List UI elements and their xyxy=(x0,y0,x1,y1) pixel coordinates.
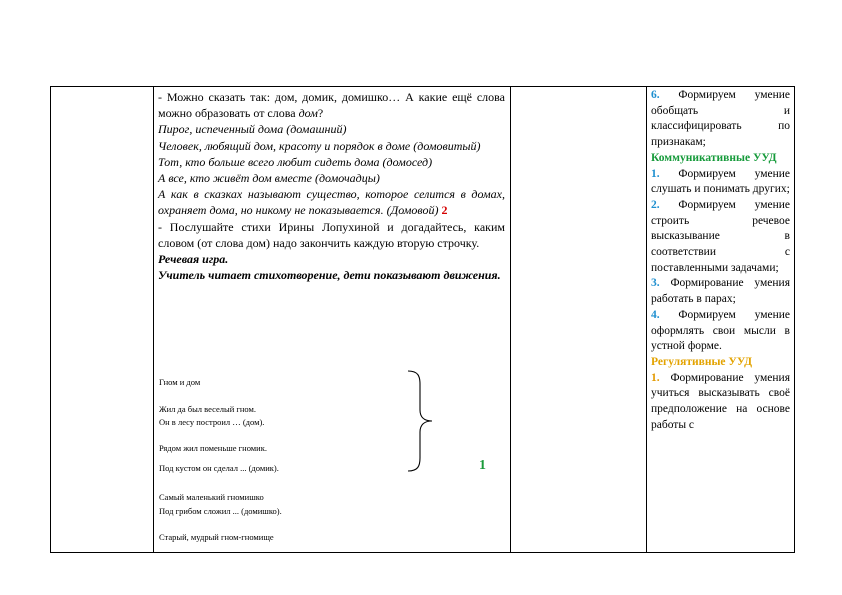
poem-line: Под грибом сложил ... (домишко). xyxy=(159,506,282,516)
skill-item: 4. Формируем умение оформлять свои мысли в устной форме. xyxy=(651,308,790,353)
table-border-col1 xyxy=(153,86,154,553)
teacher-instruction: Учитель читает стихотворение, дети показывают движения. xyxy=(158,268,501,283)
skill-item: 1. Формируем умение слушать и понимать других; xyxy=(651,167,790,196)
table-bottom-border xyxy=(50,552,795,553)
answer-line: Тот, кто больше всего любит сидеть дома (домосед) xyxy=(158,154,433,169)
table-border-col3 xyxy=(646,86,647,553)
skill-item: 3. Формирование умения работать в парах; xyxy=(651,277,790,306)
poem-title: Гном и дом xyxy=(159,377,201,387)
answer-line: Человек, любящий дом, красоту и порядок в доме (домовитый) xyxy=(158,138,481,153)
table-border-right xyxy=(794,86,795,553)
answer-line: А все, кто живёт дом вместе (домочадцы) xyxy=(158,171,380,186)
lesson-content-cell xyxy=(158,89,505,283)
skill-item: 2. Формируем умение строить речевое высказывание в соответствии с поставленными задачами; xyxy=(651,198,790,274)
skill-item: 6. Формируем умение обобщать и классифицировать по признакам; xyxy=(651,89,790,149)
answer-line: Пирог, испеченный дома (домашний) xyxy=(158,122,347,137)
poem-line: Он в лесу построил … (дом). xyxy=(159,417,265,427)
slide-number: 1 xyxy=(479,458,486,473)
poem-line: Рядом жил поменьше гномик. xyxy=(159,443,267,453)
communicative-heading: Коммуникативные УУД xyxy=(651,151,777,164)
slide-number: 2 xyxy=(441,203,448,218)
poem-line: Старый, мудрый гном-гномище xyxy=(159,532,274,542)
instruction-paragraph: - Послушайте стихи Ирины Лопухиной и догадайтесь, каким словом (от слова дом) надо закончить каждую вторую строчку. xyxy=(158,219,505,250)
skill-item: 1. Формирование умения учиться высказывать своё предположение на основе работы с xyxy=(651,371,790,431)
table-border-left xyxy=(50,86,51,553)
question-paragraph: - Можно сказать так: дом, домик, домишко… А какие ещё слова можно образовать от слова дом? xyxy=(158,90,505,121)
uud-cell xyxy=(651,88,790,433)
table-border-col2 xyxy=(510,86,511,553)
poem-line: Жил да был веселый гном. xyxy=(159,404,257,414)
regulatory-heading: Регулятивные УУД xyxy=(651,355,753,368)
table-top-border xyxy=(50,86,795,87)
game-heading: Речевая игра. xyxy=(158,252,229,267)
poem-line: Под кустом он сделал ... (домик). xyxy=(159,463,279,473)
answer-line: А как в сказках называют существо, которое селится в домах, охраняет дома, но никому не показывается. (Домовой) 2 xyxy=(158,187,505,218)
curly-brace-icon xyxy=(406,370,434,472)
poem-line: Самый маленький гномишко xyxy=(159,492,264,502)
